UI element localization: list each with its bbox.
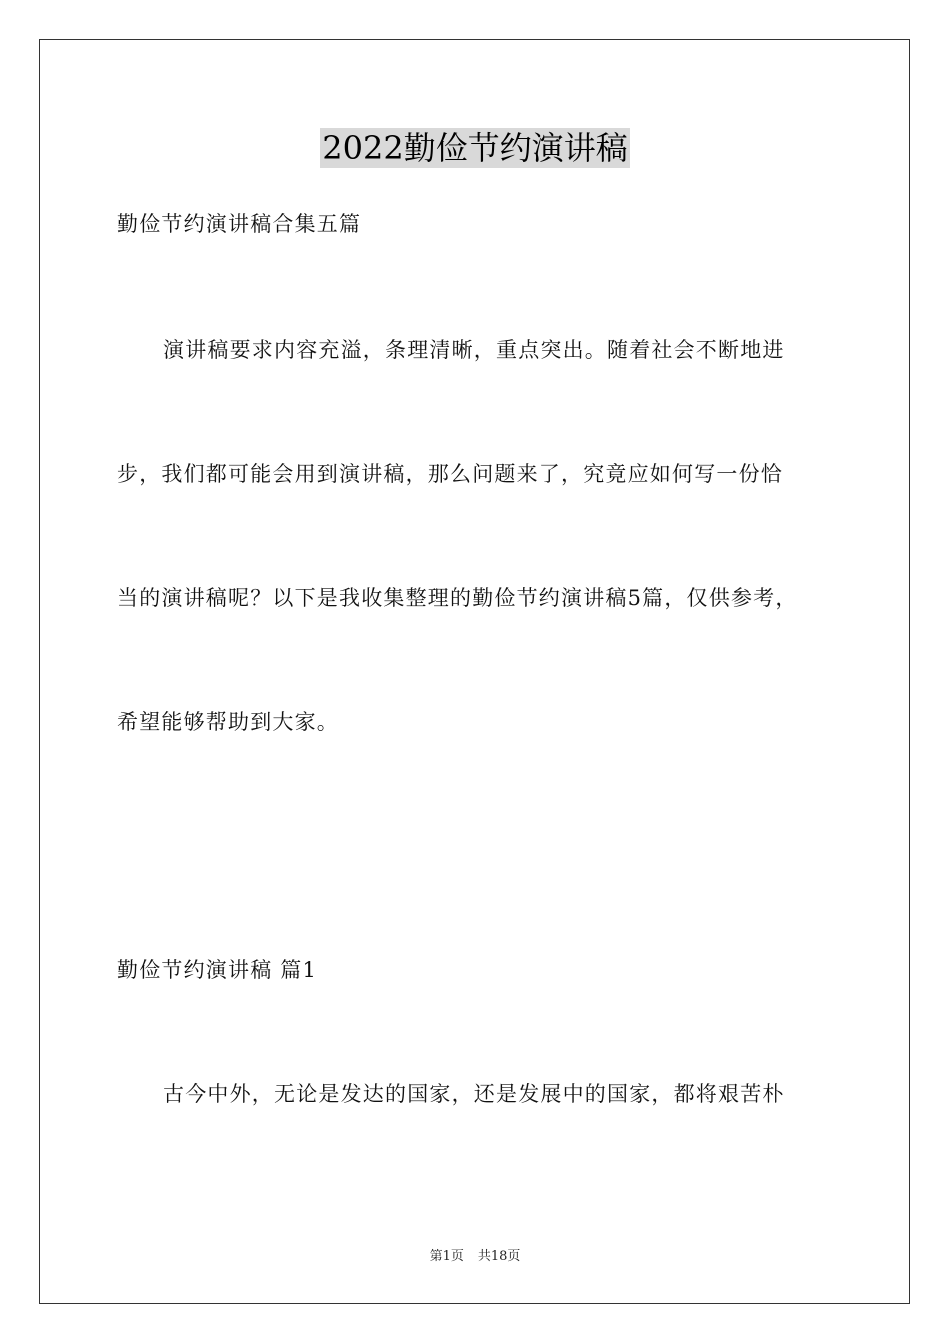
section-paragraph-line: 古今中外，无论是发达的国家，还是发展中的国家，都将艰苦朴 [163, 1082, 785, 1106]
page-footer [0, 1248, 950, 1266]
document-title: 2022勤俭节约演讲稿 [322, 129, 628, 167]
intro-paragraph-line: 演讲稿要求内容充溢，条理清晰，重点突出。随着社会不断地进 [163, 338, 785, 362]
page-total: 共18页 [477, 1249, 521, 1264]
intro-paragraph-line: 步，我们都可能会用到演讲稿，那么问题来了，究竟应如何写一份恰 [117, 462, 783, 486]
page-number: 第1页 [429, 1249, 464, 1264]
section-heading: 勤俭节约演讲稿 篇1 [117, 958, 318, 982]
title-container [0, 128, 950, 168]
document-subtitle: 勤俭节约演讲稿合集五篇 [117, 212, 362, 236]
intro-paragraph-line: 希望能够帮助到大家。 [117, 710, 339, 734]
intro-paragraph-line: 当的演讲稿呢？以下是我收集整理的勤俭节约演讲稿5篇，仅供参考， [117, 586, 798, 610]
